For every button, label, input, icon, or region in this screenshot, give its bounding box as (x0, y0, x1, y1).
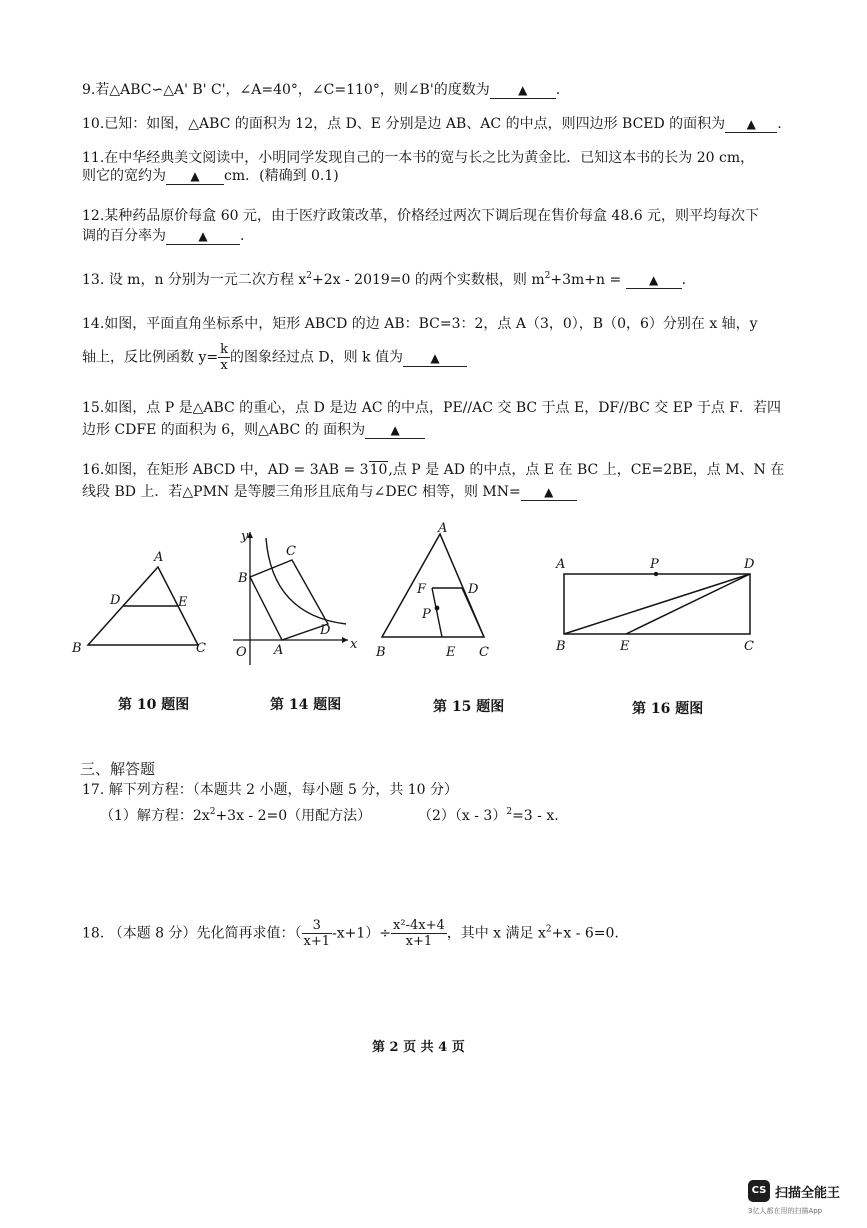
q13-sup-1: 2 (306, 271, 312, 281)
fig10-label-b: B (72, 641, 82, 656)
fig16-label-a: A (556, 557, 566, 572)
q18-fraction-2 (391, 918, 447, 949)
fig14-label-x: x (350, 637, 358, 652)
q11-text-3: cm．(精确到 0.1) (224, 168, 339, 184)
fig14-label-d: D (320, 623, 331, 638)
q13-end: . (681, 272, 687, 288)
question-16-line1 (82, 460, 784, 480)
q9-answer-blank: ▲ (490, 82, 556, 99)
q12-text-2: 调的百分率为 (82, 228, 166, 244)
q9-text: 9.若△ABC∽△A' B' C'，∠A=40°，∠C=110°，则∠B'的度数为 (82, 82, 490, 98)
q17-title-text: 17. 解下列方程：（本题共 2 小题，每小题 5 分，共 10 分） (82, 782, 459, 798)
q18-frac2-num: x²-4x+4 (393, 918, 445, 933)
question-17-part-2 (418, 806, 559, 826)
question-13 (82, 270, 686, 290)
caption-figure-14: 第 14 题图 (270, 697, 342, 713)
q18-text-4: +x - 6=0. (551, 925, 619, 942)
q11-text: 11.在中华经典美文阅读中，小明同学发现自己的一本书的宽与长之比为黄金比．已知这本书的长为 20 cm， (82, 150, 755, 166)
fig15-segment-fe (432, 588, 442, 637)
caption-figure-10: 第 10 题图 (118, 697, 190, 713)
q18-text: 18. （本题 8 分）先化简再求值：（ (82, 925, 302, 942)
fig15-point-p (435, 606, 440, 611)
q15-text-2: 边形 CDFE 的面积为 6，则△ABC 的 面积为 (82, 422, 366, 438)
fig16-label-e: E (620, 639, 630, 654)
page-number: 第 2 页 共 4 页 (372, 1040, 465, 1055)
figure-16 (550, 552, 768, 656)
question-10 (82, 114, 782, 134)
question-12-line1 (82, 206, 759, 226)
caption-figure-15: 第 15 题图 (433, 699, 505, 715)
question-11-line1 (82, 148, 754, 168)
q10-text: 10.已知：如图，△ABC 的面积为 12，点 D、E 分别是边 AB、AC 的中点，则四边形 BCED 的面积为 (82, 116, 726, 132)
figure-14 (228, 520, 368, 670)
fig16-label-p: P (650, 557, 659, 572)
q17-part2-sup: 2 (506, 807, 513, 817)
figure-15 (374, 520, 504, 665)
fig10-label-c: C (196, 641, 206, 656)
figure-10 (70, 545, 220, 665)
question-15-line2 (82, 420, 425, 440)
q9-end: . (555, 82, 561, 98)
fig16-label-b: B (556, 639, 566, 654)
q16-text: 16.如图，在矩形 ABCD 中，AD = 3AB = 3 (82, 462, 369, 478)
q17-part1-text: （1）解方程：2x (100, 808, 210, 824)
q13-text: 13. 设 m，n 分别为一元二次方程 x (82, 272, 307, 288)
q18-frac1-num: 3 (302, 918, 333, 934)
fig15-label-d: D (468, 582, 479, 597)
q18-text-2: -x+1）÷ (332, 925, 392, 942)
scanner-watermark (748, 1180, 858, 1220)
q13-text-3: +3m+n = (550, 272, 622, 288)
q14-frac-den: x (220, 358, 228, 373)
fig14-label-b: B (238, 571, 248, 586)
fig15-label-a: A (438, 521, 448, 536)
question-14-line1 (82, 314, 758, 334)
q17-part1-sup: 2 (209, 807, 216, 817)
section-title: 三、解答题 (80, 760, 156, 778)
fig16-label-d: D (744, 557, 755, 572)
q11-answer-blank: ▲ (166, 168, 224, 185)
question-14-line2 (82, 342, 467, 373)
fig14-hyperbola (266, 538, 346, 624)
fig10-label-e: E (178, 595, 188, 610)
fig10-label-d: D (110, 593, 121, 608)
q14-text: 14.如图，平面直角坐标系中，矩形 ABCD 的边 AB：BC=3：2，点 A（3，0），B（0，6）分别在 x 轴，y (82, 316, 758, 332)
q15-text: 15.如图，点 P 是△ABC 的重心，点 D 是边 AC 的中点，PE//AC 交 BC 于点 E，DF//BC 交 EP 于点 F．若四 (82, 400, 781, 416)
question-16-line2 (82, 482, 577, 502)
q14-text-2: 轴上，反比例函数 y= (82, 349, 219, 366)
q12-answer-blank: ▲ (166, 228, 240, 245)
q14-frac-num: k (220, 342, 228, 357)
q17-part1-text-2: +3x - 2=0（用配方法） (215, 808, 372, 824)
q14-fraction (218, 342, 230, 373)
q14-text-3: 的图象经过点 D，则 k 值为 (229, 349, 404, 366)
q18-frac2-den: x+1 (405, 934, 433, 949)
fig14-label-y: y (241, 529, 249, 544)
q15-answer-blank: ▲ (365, 422, 425, 439)
fig16-diagonal-bd (564, 574, 750, 634)
fig15-label-f: F (417, 582, 427, 597)
fig14-x-arrow (342, 637, 348, 643)
fig16-point-p (654, 572, 658, 576)
fig14-label-o: O (236, 645, 247, 660)
question-17-title (82, 780, 458, 800)
question-12-line2 (82, 226, 244, 246)
fig14-rectangle (250, 560, 328, 640)
question-18 (82, 918, 619, 949)
q17-part2-text-2: =3 - x. (512, 808, 559, 824)
fig15-label-c: C (479, 645, 489, 660)
fig15-label-b: B (376, 645, 386, 660)
fig14-label-c: C (286, 544, 296, 559)
q12-text: 12.某种药品原价每盒 60 元，由于医疗政策改革，价格经过两次下调后现在售价每盒 48.6 元，则平均每次下 (82, 208, 760, 224)
caption-figure-16: 第 16 题图 (632, 701, 704, 717)
fig15-label-e: E (446, 645, 456, 660)
q11-text-2: 则它的宽约为 (82, 168, 166, 184)
q12-end: . (240, 228, 245, 244)
q18-fraction-1 (302, 918, 333, 949)
q16-text-2: ,点 P 是 AD 的中点，点 E 在 BC 上，CE=2BE，点 M、N 在 (388, 462, 785, 478)
question-9 (82, 80, 560, 100)
fig15-label-p: P (422, 607, 431, 622)
q16-answer-blank: ▲ (521, 484, 577, 501)
fig10-label-a: A (154, 550, 164, 565)
question-11-line2 (82, 166, 339, 186)
question-15-line1 (82, 398, 781, 418)
q13-answer-blank: ▲ (626, 272, 682, 289)
question-17-part-1 (100, 806, 371, 826)
scanner-logo-icon: CS (748, 1180, 770, 1202)
q10-answer-blank: ▲ (725, 116, 777, 133)
q18-sup: 2 (545, 924, 552, 935)
fig16-label-c: C (744, 639, 754, 654)
fig14-label-a: A (274, 643, 284, 658)
q16-radical: 10 (369, 462, 388, 478)
scanner-tagline: 3亿人都在用的扫描App (748, 1207, 823, 1215)
fig16-segment-ed (626, 574, 750, 634)
q18-frac1-den: x+1 (303, 934, 331, 949)
q10-end: . (777, 116, 782, 132)
scanner-app-name: 扫描全能王 (775, 1186, 841, 1201)
q13-text-2: +2x - 2019=0 的两个实数根，则 m (312, 272, 545, 288)
q14-answer-blank: ▲ (403, 350, 467, 367)
q13-sup-2: 2 (544, 271, 551, 281)
q17-part2-text: （2）（x - 3） (418, 808, 507, 824)
q18-text-3: ，其中 x 满足 x (446, 925, 546, 942)
q16-text-3: 线段 BD 上．若△PMN 是等腰三角形且底角与∠DEC 相等，则 MN= (82, 484, 521, 500)
